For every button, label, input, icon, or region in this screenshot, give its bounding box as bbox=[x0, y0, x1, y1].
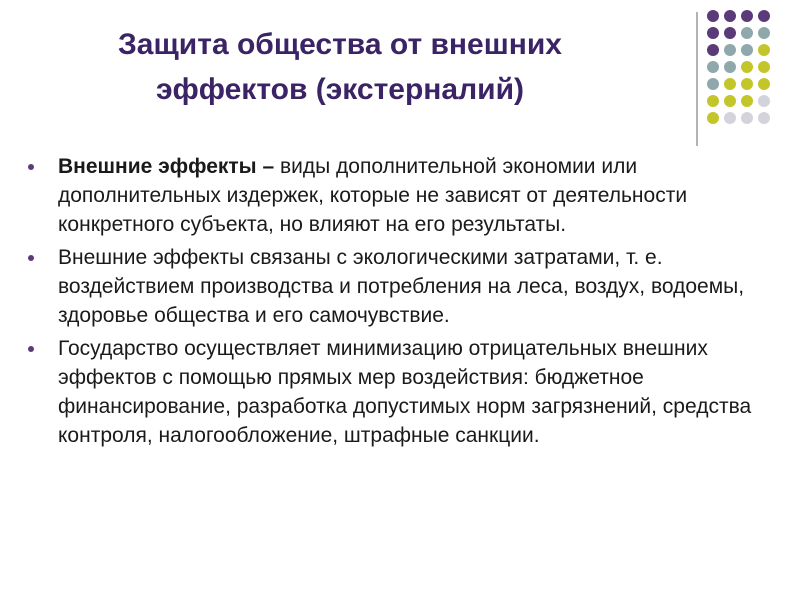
bullet-dot-icon bbox=[28, 164, 34, 170]
decorative-dot-icon bbox=[724, 10, 736, 22]
bullet-item-state-measures bbox=[28, 334, 768, 450]
decorative-dot-icon bbox=[741, 112, 753, 124]
bullet-dot-icon bbox=[28, 346, 34, 352]
decorative-dot-icon bbox=[724, 44, 736, 56]
decorative-dot-icon bbox=[741, 78, 753, 90]
bullet-text: виды дополнительной экономии или дополнительных издержек, которые не зависят от деятельности конкретного субъекта, но влияют на его результаты. bbox=[58, 155, 688, 236]
decorative-dot-icon bbox=[707, 27, 719, 39]
bullet-term: Внешние эффекты – bbox=[58, 155, 275, 178]
bullet-item-definition bbox=[28, 152, 768, 239]
decorative-dot-icon bbox=[724, 112, 736, 124]
decorative-dot-icon bbox=[758, 112, 770, 124]
decorative-dot-icon bbox=[741, 10, 753, 22]
bullet-list bbox=[28, 152, 768, 454]
title-line-2: эффектов (экстерналий) bbox=[155, 73, 525, 106]
decorative-dot-icon bbox=[741, 61, 753, 73]
title-divider bbox=[696, 12, 698, 146]
decorative-dot-icon bbox=[724, 78, 736, 90]
decorative-dot-icon bbox=[707, 78, 719, 90]
decorative-dot-icon bbox=[707, 112, 719, 124]
decorative-dot-icon bbox=[758, 44, 770, 56]
bullet-item-ecology bbox=[28, 243, 768, 330]
decorative-dot-icon bbox=[707, 61, 719, 73]
title-line-1: Защита общества от внешних bbox=[118, 28, 562, 61]
bullet-text: Государство осуществляет минимизацию отрицательных внешних эффектов с помощью прямых мер воздействия: бюджетное финансирование, разработка допустимых норм загрязнений, средства контроля, налогообложение, штрафные санкции. bbox=[58, 337, 752, 447]
decorative-dot-icon bbox=[707, 10, 719, 22]
decorative-dot-icon bbox=[758, 61, 770, 73]
decorative-dot-icon bbox=[724, 27, 736, 39]
decorative-dot-icon bbox=[758, 27, 770, 39]
decorative-dot-icon bbox=[758, 10, 770, 22]
decorative-dot-icon bbox=[724, 61, 736, 73]
decorative-dot-icon bbox=[758, 95, 770, 107]
decorative-dot-icon bbox=[741, 27, 753, 39]
decorative-dot-icon bbox=[724, 95, 736, 107]
decorative-dot-icon bbox=[707, 95, 719, 107]
slide-title bbox=[20, 22, 660, 112]
decorative-dot-icon bbox=[707, 44, 719, 56]
bullet-dot-icon bbox=[28, 255, 34, 261]
decorative-dot-icon bbox=[741, 95, 753, 107]
decorative-dot-icon bbox=[758, 78, 770, 90]
bullet-text: Внешние эффекты связаны с экологическими затратами, т. е. воздействием производства и потребления на леса, воздух, водоемы, здоровье общества и его самочувствие. bbox=[58, 246, 745, 327]
decorative-dot-grid bbox=[707, 10, 787, 130]
decorative-dot-icon bbox=[741, 44, 753, 56]
